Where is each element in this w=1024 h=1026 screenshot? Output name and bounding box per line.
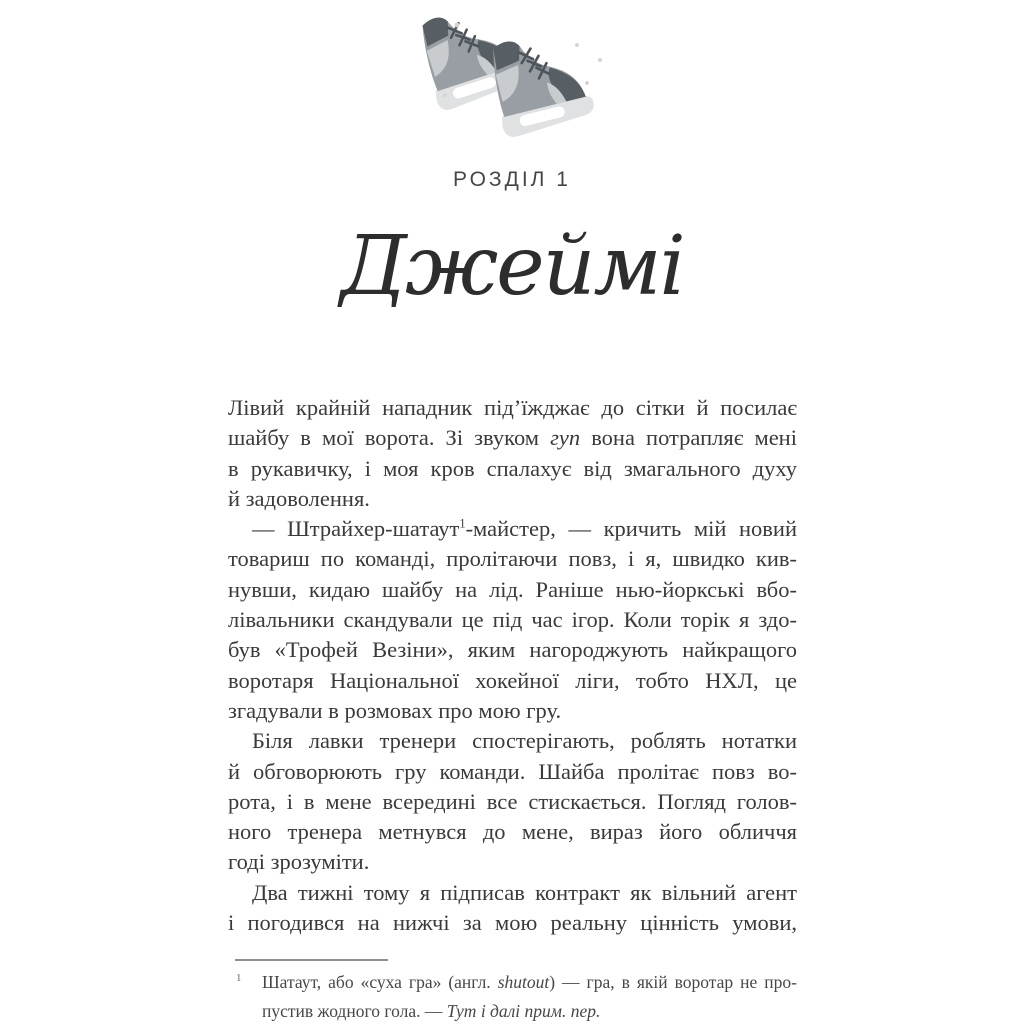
text-segment: нувши, кидаю шайбу на лід. Раніше нью-йоркські вбо- bbox=[228, 576, 797, 602]
text-segment: годі зрозуміти. bbox=[228, 849, 370, 875]
body-text-line bbox=[228, 544, 797, 574]
text-segment: Тут і далі прим. пер. bbox=[446, 1001, 601, 1021]
body-text-line bbox=[228, 393, 797, 423]
hockey-skates-illustration bbox=[405, 5, 605, 140]
text-segment: воротаря Національної хокейної ліги, тобто НХЛ, це bbox=[228, 667, 797, 693]
text-segment: лівальники скандували це під час ігор. Коли торік я здо- bbox=[228, 607, 797, 633]
text-segment: рота, і в мене всередині все стискається. Погляд голов- bbox=[228, 788, 797, 814]
footnote bbox=[228, 968, 797, 1026]
footnote-line bbox=[228, 968, 797, 997]
body-text bbox=[228, 393, 797, 938]
footnote-rule bbox=[235, 959, 388, 961]
body-text-line bbox=[228, 575, 797, 605]
text-segment: пустив жодного гола. — bbox=[262, 1001, 447, 1021]
body-text-line bbox=[228, 454, 797, 484]
chapter-title: Джеймі bbox=[340, 219, 684, 314]
body-text-line bbox=[228, 666, 797, 696]
body-text-line bbox=[228, 696, 797, 726]
text-segment: в рукавичку, і моя кров спалахує від змагального духу bbox=[228, 455, 797, 481]
body-text-line bbox=[228, 817, 797, 847]
footnote-marker: 1 bbox=[236, 972, 242, 984]
text-segment: Шатаут, або «суха гра» (англ. bbox=[262, 972, 498, 992]
text-segment: згадували в розмовах про мою гру. bbox=[228, 697, 562, 723]
chapter-label: РОЗДІЛ 1 bbox=[453, 168, 571, 191]
body-text-line bbox=[228, 514, 797, 544]
text-segment: був «Трофей Везіни», яким нагороджують найкращого bbox=[228, 637, 797, 663]
text-segment: товариш по команді, пролітаючи повз, і я, швидко кив- bbox=[228, 546, 797, 572]
text-segment: Лівий крайній нападник під’їжджає до сітки й посилає bbox=[228, 395, 797, 420]
text-segment: і погодився на нижчі за мою реальну цінність умови, bbox=[228, 910, 797, 936]
body-text-line bbox=[228, 878, 797, 908]
text-segment: шайбу в мої ворота. Зі звуком bbox=[228, 425, 551, 451]
body-text-line bbox=[228, 423, 797, 453]
text-segment: shutout bbox=[497, 972, 550, 992]
text-segment: й обговорюють гру команди. Шайба пролітає повз во- bbox=[228, 758, 797, 784]
text-segment: гуп bbox=[550, 425, 581, 451]
text-segment: 1 bbox=[459, 516, 466, 531]
text-segment: й задоволення. bbox=[228, 485, 370, 511]
body-text-line bbox=[228, 605, 797, 635]
text-segment: ) — гра, в якій воротар не про- bbox=[549, 972, 797, 992]
footnote-line bbox=[228, 997, 797, 1026]
body-text-line bbox=[228, 787, 797, 817]
body-text-line bbox=[228, 847, 797, 877]
text-segment: Два тижні тому я підписав контракт як вільний агент bbox=[252, 879, 797, 905]
text-segment: -майстер, — кричить мій новий bbox=[465, 516, 797, 542]
body-text-line bbox=[228, 726, 797, 756]
body-text-line bbox=[228, 484, 797, 514]
text-segment: — Штрайхер-шатаут bbox=[252, 516, 460, 542]
body-text-line bbox=[228, 908, 797, 938]
body-text-line bbox=[228, 635, 797, 665]
text-segment: Біля лавки тренери спостерігають, роблять нотатки bbox=[252, 728, 797, 754]
body-text-line bbox=[228, 757, 797, 787]
text-segment: вона потрапляє мені bbox=[580, 425, 797, 451]
text-segment: ного тренера метнувся до мене, вираз його обличчя bbox=[228, 819, 797, 845]
